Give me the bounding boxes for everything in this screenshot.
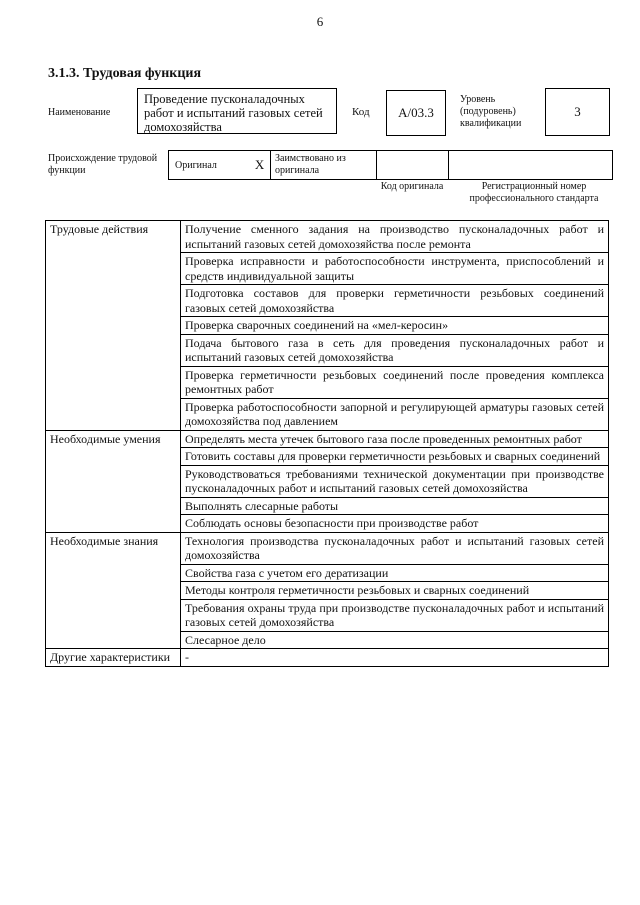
item-cell: Определять места утечек бытового газа после проведенных ремонтных работ [181,430,609,448]
origin-label: Происхождение трудовой функции [48,153,158,176]
item-cell: Требования охраны труда при производстве пусконаладочных работ и испытаний газовых сетей домохозяйства [181,599,609,631]
item-cell: Руководствоваться требованиями технической документации при производстве пусконаладочных работ и испытаний газовых сетей домохозяйства [181,465,609,497]
qualification-level-box: 3 [545,88,610,136]
labor-function-table [45,220,609,667]
function-name-box: Проведение пусконаладочных работ и испытаний газовых сетей домохозяйства [137,88,337,134]
function-code-box: A/03.3 [386,90,446,136]
item-cell: Подготовка составов для проверки герметичности резьбовых соединений газовых сетей домохозяйства [181,285,609,317]
table-row [46,649,609,667]
registration-caption: Регистрационный номер профессионального стандарта [469,181,599,204]
item-cell: - [181,649,609,667]
category-cell: Необходимые знания [46,532,181,649]
item-cell: Проверка исправности и работоспособности инструмента, приспособлений и средств индивидуальной защиты [181,253,609,285]
item-cell: Методы контроля герметичности резьбовых и сварных соединений [181,582,609,600]
level-label: Уровень (подуровень) квалификации [460,94,522,129]
item-cell: Проверка сварочных соединений на «мел-керосин» [181,317,609,335]
item-cell: Проверка герметичности резьбовых соединений после проведения комплекса ремонтных работ [181,366,609,398]
origin-box [168,150,613,180]
code-label: Код [352,106,370,118]
code-original-caption: Код оригинала [380,181,444,192]
original-checkmark: X [254,157,265,172]
item-cell: Слесарное дело [181,631,609,649]
item-cell: Готовить составы для проверки герметичности резьбовых и сварных соединений [181,448,609,466]
origin-original-cell [169,151,271,179]
item-cell: Соблюдать основы безопасности при производстве работ [181,515,609,533]
category-cell: Другие характеристики [46,649,181,667]
category-cell: Трудовые действия [46,221,181,431]
page-number: 6 [316,14,324,29]
item-cell: Свойства газа с учетом его дератизации [181,564,609,582]
item-cell: Получение сменного задания на производство пусконаладочных работ и испытаний газовых сетей домохозяйства после ремонта [181,221,609,253]
borrowed-label: Заимствовано из оригинала [271,151,377,179]
section-title: 3.1.3. Трудовая функция [48,66,202,81]
registration-number-cell [449,151,612,179]
item-cell: Проверка работоспособности запорной и регулирующей арматуры газовых сетей домохозяйства под давлением [181,398,609,430]
original-label: Оригинал [175,159,217,171]
table-row [46,532,609,564]
item-cell: Подача бытового газа в сеть для проведения пусконаладочных работ и испытаний газовых сетей домохозяйства [181,334,609,366]
table-row [46,430,609,448]
name-label: Наименование [48,107,111,118]
item-cell: Выполнять слесарные работы [181,497,609,515]
original-code-cell [377,151,449,179]
category-cell: Необходимые умения [46,430,181,532]
item-cell: Технология производства пусконаладочных работ и испытаний газовых сетей домохозяйства [181,532,609,564]
table-row [46,221,609,253]
